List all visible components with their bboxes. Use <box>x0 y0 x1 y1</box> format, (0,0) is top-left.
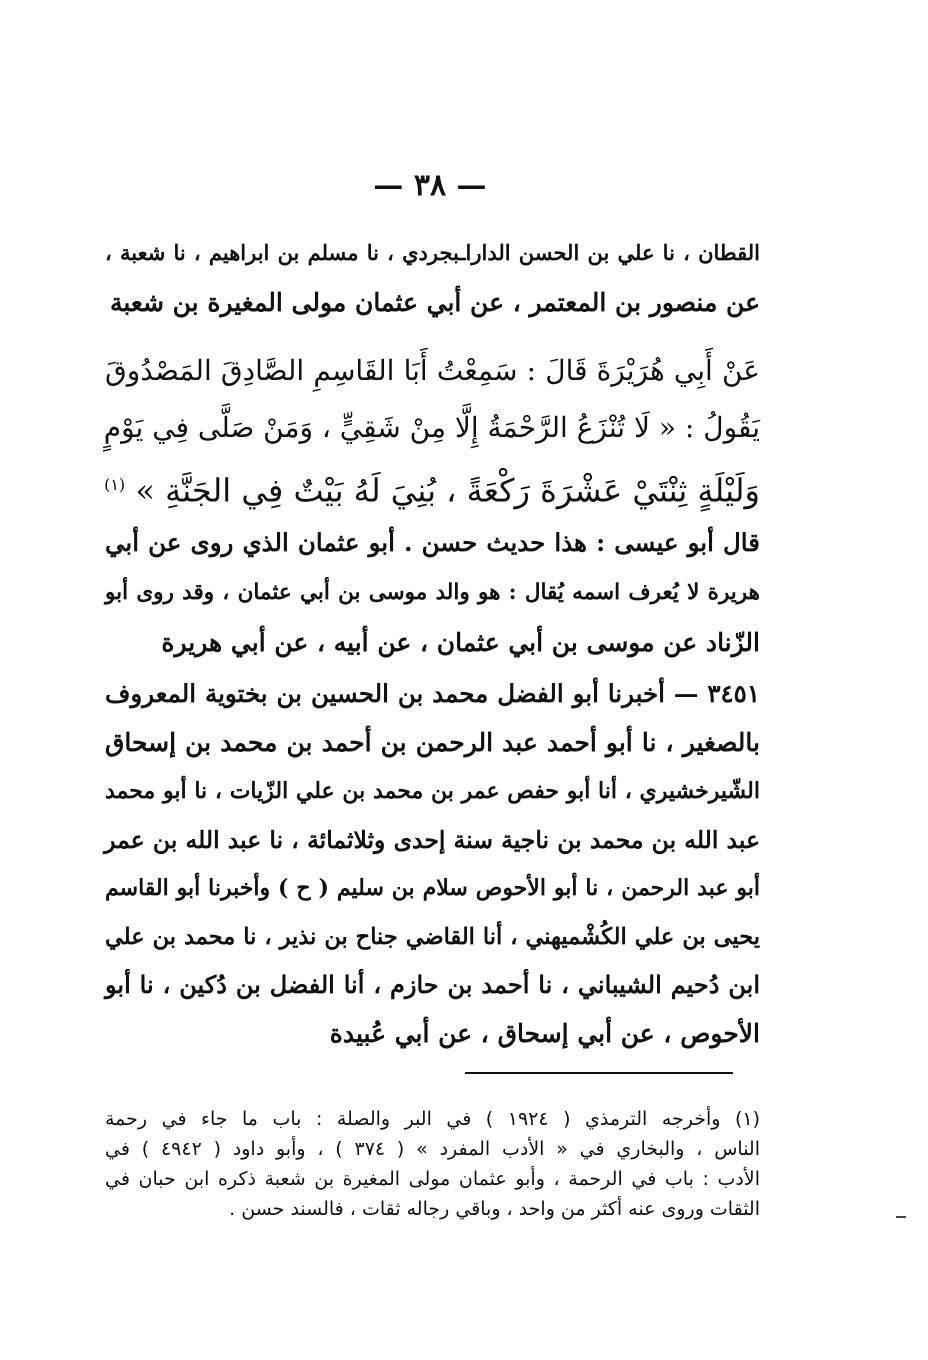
commentary <box>105 518 760 668</box>
text-line: (١) وأخرجه الترمذي ( ١٩٢٤ ) في البر والصلة : باب ما جاء في رحمة <box>105 1108 760 1130</box>
isnad-continuation <box>105 228 760 328</box>
footnote-marker: (١) <box>104 475 126 494</box>
text-line: الناس ، والبخاري في « الأدب المفرد » ( ٣٧٤ ) ، وأبو داود ( ٤٩٤٢ ) في <box>105 1138 760 1160</box>
text-line: الأدب : باب في الرحمة ، وأبو عثمان مولى المغيرة بن شعبة ذكره ابن حبان في <box>105 1168 760 1190</box>
footnote <box>105 1104 760 1224</box>
text-line: قال أبو عيسى : هذا حديث حسن . أبو عثمان الذي روى عن أبي <box>105 528 760 557</box>
text-line: عبد الله بن محمد بن ناجية سنة إحدى وثلاثمائة ، نا عبد الله بن عمر <box>104 825 760 854</box>
text-line: بالصغير ، نا أبو أحمد عبد الرحمن بن أحمد بن محمد بن إسحاق <box>105 727 760 757</box>
text-line: ٣٤٥١ — أخبرنا أبو الفضل محمد بن الحسين بن بختوية المعروف <box>105 679 760 708</box>
text-line: الشّيرخشيري ، أنا أبو حفص عمر بن محمد بن علي الزّيات ، نا أبو محمد <box>105 778 760 804</box>
hadith-text <box>105 342 760 520</box>
text-line: الزّناد عن موسى بن أبي عثمان ، عن أبيه ، عن أبي هريرة <box>161 628 760 657</box>
text-line: عن منصور بن المعتمر ، عن أبي عثمان مولى المغيرة بن شعبة <box>109 288 760 317</box>
text-line: يَقُولُ : « لَا تُنْزَعُ الرَّحْمَةُ إِلَّا مِنْ شَقِيٍّ ، وَمَنْ صَلَّى فِي يَوْمٍ <box>103 411 760 444</box>
text-line: ابن دُحيم الشيباني ، نا أحمد بن حازم ، أنا الفضل بن دُكين ، نا أبو <box>105 970 760 999</box>
scan-mark <box>896 1216 906 1218</box>
footnote-separator <box>465 1072 733 1074</box>
narration-3451 <box>105 670 760 1058</box>
text-line: الأحوص ، عن أبي إسحاق ، عن أبي عُبيدة <box>329 1018 760 1048</box>
text-line: القطان ، نا علي بن الحسن الداراـبجردي ، نا مسلم بن ابراهيم ، نا شعبة ، <box>105 240 760 265</box>
text-line: يحيى بن علي الكُشْميهني ، أنا القاضي جناح بن نذير ، نا محمد بن علي <box>105 923 760 950</box>
text-line: الثقات وروى عنه أكثر من واحد ، وباقي رجاله ثقات ، فالسند حسن . <box>229 1198 760 1220</box>
text-line: هريرة لا يُعرف اسمه يُقال : هو والد موسى بن أبي عثمان ، وقد روى أبو <box>105 580 760 605</box>
text-line: أبو عبد الرحمن ، نا أبو الأحوص سلام بن سليم ( ح ) وأخبرنا أبو القاسم <box>105 875 760 901</box>
hadith-last-line-text: وَلَيْلَةٍ ثِنْتَيْ عَشْرَةَ رَكْعَةً ، بُنِيَ لَهُ بَيْتٌ فِي الجَنَّةِ » <box>135 471 760 510</box>
text-line: عَنْ أَبِي هُرَيْرَةَ قَالَ : سَمِعْتُ أَبَا القَاسِمِ الصَّادِقَ المَصْدُوقَ <box>105 354 760 387</box>
text-line <box>105 456 760 520</box>
page-number: — ٣٨ — <box>373 168 487 203</box>
